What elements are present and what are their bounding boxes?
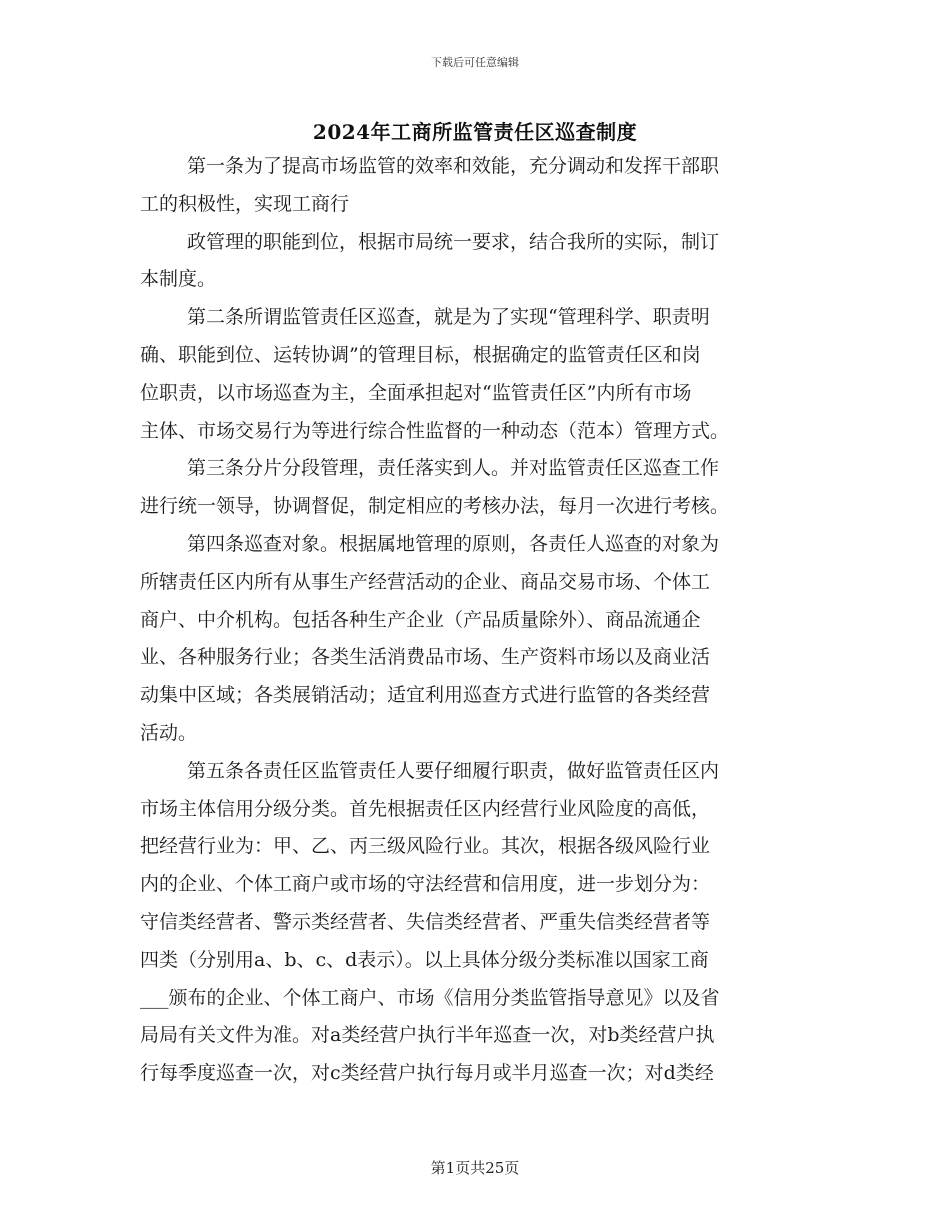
body-line: 第五条各责任区监管责任人要仔细履行职责，做好监管责任区内 <box>187 759 720 782</box>
page-footer: 第1页共25页 <box>430 1159 520 1177</box>
body-line: 位职责，以市场巡查为主，全面承担起对“监管责任区”内所有市场 <box>140 381 692 404</box>
body-line: 进行统一领导，协调督促，制定相应的考核办法，每月一次进行考核。 <box>140 495 730 518</box>
body-line: ___颁布的企业、个体工商户、市场《信用分类监管指导意见》以及省 <box>140 986 720 1009</box>
body-line: 守信类经营者、警示类经营者、失信类经营者、严重失信类经营者等 <box>140 910 711 933</box>
body-line: 第二条所谓监管责任区巡查，就是为了实现“管理科学、职责明 <box>187 306 710 329</box>
header-note: 下载后可任意编辑 <box>431 56 519 69</box>
body-line: 本制度。 <box>140 268 217 291</box>
body-line: 活动。 <box>140 721 198 744</box>
body-line: 商户、中介机构。包括各种生产企业（产品质量除外）、商品流通企 <box>140 608 701 631</box>
body-line: 第一条为了提高市场监管的效率和效能，充分调动和发挥干部职 <box>187 155 720 177</box>
body-line: 所辖责任区内所有从事生产经营活动的企业、商品交易市场、个体工 <box>140 570 711 593</box>
body-line: 第四条巡查对象。根据属地管理的原则，各责任人巡查的对象为 <box>187 532 720 555</box>
body-line: 四类（分别用a、b、c、d表示）。以上具体分级分类标准以国家工商 <box>140 948 709 971</box>
body-line: 工的积极性，实现工商行 <box>140 192 350 215</box>
body-line: 主体、市场交易行为等进行综合性监督的一种动态（范本）管理方式。 <box>140 419 730 442</box>
body-line: 业、各种服务行业；各类生活消费品市场、生产资料市场以及商业活 <box>140 646 711 669</box>
body-line: 内的企业、个体工商户或市场的守法经营和信用度，进一步划分为： <box>140 873 711 896</box>
body-line: 动集中区域；各类展销活动；适宜利用巡查方式进行监管的各类经营 <box>140 684 711 707</box>
body-line: 第三条分片分段管理，责任落实到人。并对监管责任区巡查工作 <box>187 457 720 480</box>
body-line: 政管理的职能到位，根据市局统一要求，结合我所的实际，制订 <box>187 230 720 253</box>
body-line: 局局有关文件为准。对a类经营户执行半年巡查一次，对b类经营户执 <box>140 1024 715 1047</box>
document-body <box>140 148 815 1093</box>
body-line: 把经营行业为：甲、乙、丙三级风险行业。其次，根据各级风险行业 <box>140 835 711 858</box>
body-line: 市场主体信用分级分类。首先根据责任区内经营行业风险度的高低， <box>140 797 711 820</box>
body-line: 确、职能到位、运转协调”的管理目标，根据确定的监管责任区和岗 <box>140 343 701 366</box>
document-title: 2024年工商所监管责任区巡查制度 <box>312 120 638 144</box>
body-line: 行每季度巡查一次，对c类经营户执行每月或半月巡查一次；对d类经 <box>140 1062 714 1085</box>
